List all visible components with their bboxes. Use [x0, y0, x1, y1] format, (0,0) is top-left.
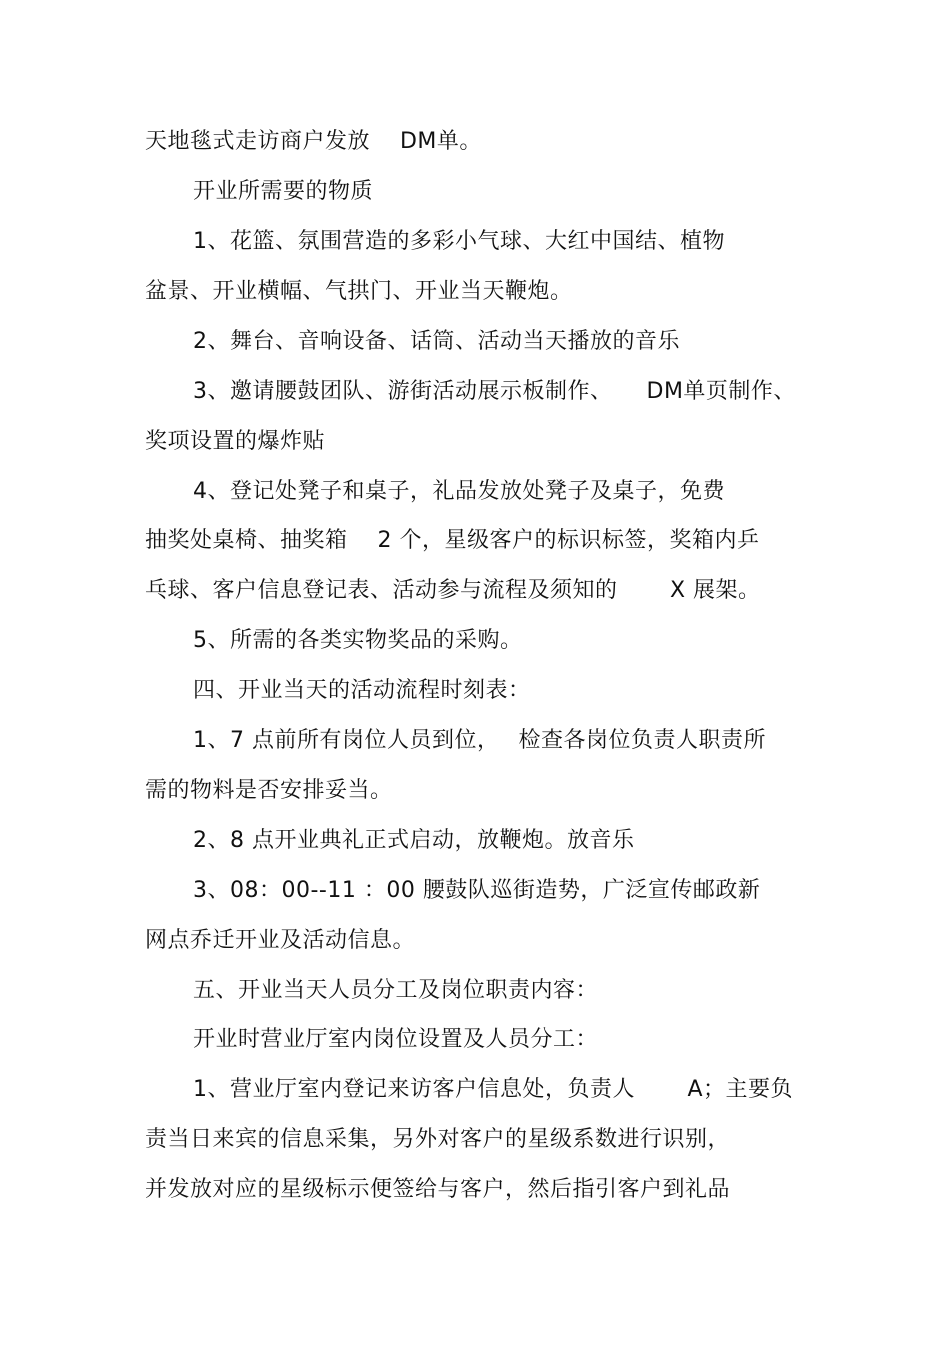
text-line: 网点乔迁开业及活动信息。 — [145, 928, 416, 953]
list-item: 3、邀请腰鼓团队、游街活动展示板制作、 DM单页制作、 — [193, 379, 796, 404]
section-heading: 四、开业当天的活动流程时刻表： — [193, 678, 531, 703]
list-item: 2、8 点开业典礼正式启动，放鞭炮。放音乐 — [193, 828, 635, 853]
list-item: 5、所需的各类实物奖品的采购。 — [193, 628, 523, 653]
text-line: 盆景、开业横幅、气拱门、开业当天鞭炮。 — [145, 279, 573, 304]
list-item: 4、登记处凳子和桌子，礼品发放处凳子及桌子，免费 — [193, 479, 725, 504]
section-heading: 五、开业当天人员分工及岗位职责内容： — [193, 978, 599, 1003]
text-line: 奖项设置的爆炸贴 — [145, 429, 326, 454]
section-heading: 开业所需要的物质 — [193, 179, 374, 204]
list-item: 1、花篮、氛围营造的多彩小气球、大红中国结、植物 — [193, 229, 725, 254]
text-line: 天地毯式走访商户发放 DM单。 — [145, 129, 482, 154]
text-line: 并发放对应的星级标示便签给与客户，然后指引客户到礼品 — [145, 1177, 731, 1202]
list-item: 1、营业厅室内登记来访客户信息处，负责人 A；主要负 — [193, 1077, 794, 1102]
text-line: 需的物料是否安排妥当。 — [145, 778, 393, 803]
list-item: 1、7 点前所有岗位人员到位， 检查各岗位负责人职责所 — [193, 728, 766, 753]
list-item: 3、08：00--11 ：00 腰鼓队巡街造势，广泛宣传邮政新 — [193, 878, 761, 903]
subsection-heading: 开业时营业厅室内岗位设置及人员分工： — [193, 1027, 599, 1052]
text-line: 乓球、客户信息登记表、活动参与流程及须知的 X 展架。 — [145, 578, 761, 603]
text-line: 责当日来宾的信息采集，另外对客户的星级系数进行识别， — [145, 1127, 731, 1152]
text-line: 抽奖处桌椅、抽奖箱 2 个，星级客户的标识标签，奖箱内乒 — [145, 528, 760, 553]
list-item: 2、舞台、音响设备、话筒、活动当天播放的音乐 — [193, 329, 680, 354]
